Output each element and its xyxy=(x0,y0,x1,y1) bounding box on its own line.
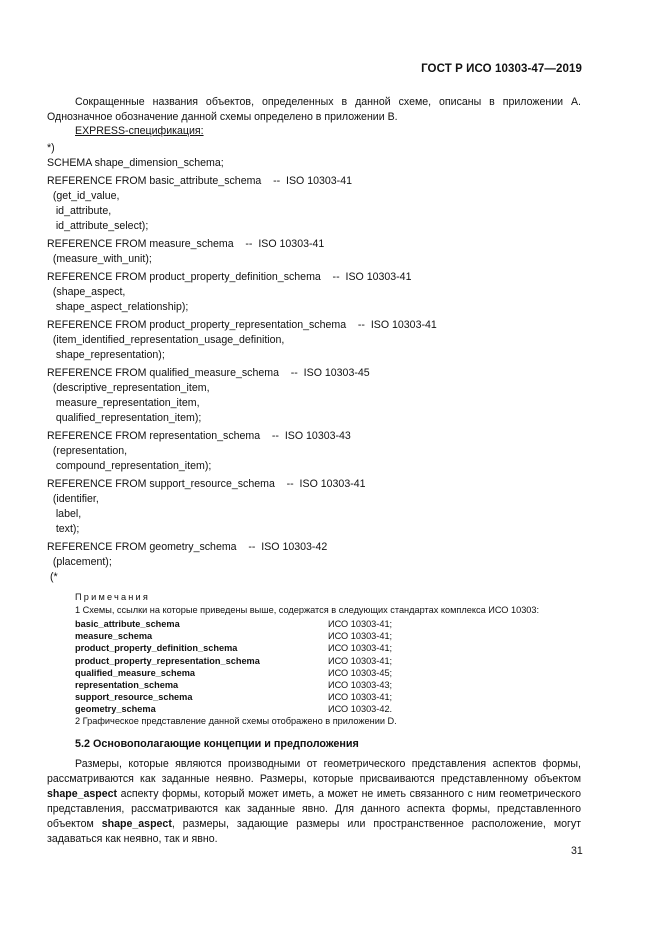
code-line: shape_representation); xyxy=(47,349,165,361)
code-line: label, xyxy=(47,508,82,520)
note-1: 1 Схемы, ссылки на которые приведены выше, содержатся в следующих стандартах комплекса ИСО 10303: xyxy=(75,605,540,615)
section-body xyxy=(47,757,581,847)
code-line: qualified_representation_item); xyxy=(47,412,202,424)
code-line: REFERENCE FROM geometry_schema -- ISO 10303-42 xyxy=(47,541,328,553)
section-paragraph xyxy=(47,757,581,847)
code-line: (measure_with_unit); xyxy=(47,253,152,265)
entity-name-shape-aspect: shape_aspect xyxy=(101,818,172,830)
schema-row xyxy=(75,618,575,630)
schema-standard: ИСО 10303-41; xyxy=(328,643,393,654)
schema-standard: ИСО 10303-41; xyxy=(328,692,393,703)
section-title: 5.2 Основополагающие концепции и предположения xyxy=(75,738,359,750)
schema-row xyxy=(75,679,575,691)
code-line: *) xyxy=(47,142,55,154)
schema-row xyxy=(75,667,575,679)
code-line: (identifier, xyxy=(47,493,99,505)
code-line: compound_representation_item); xyxy=(47,460,212,472)
schema-name: product_property_representation_schema xyxy=(75,655,260,666)
code-line: (* xyxy=(47,571,58,583)
schema-row xyxy=(75,691,575,703)
entity-name-shape-aspect: shape_aspect xyxy=(47,788,118,800)
schema-name: basic_attribute_schema xyxy=(75,619,180,629)
code-line: (item_identified_representation_usage_definition, xyxy=(47,334,285,346)
code-line: REFERENCE FROM measure_schema -- ISO 10303-41 xyxy=(47,238,325,250)
express-code-block xyxy=(47,141,437,585)
code-line: REFERENCE FROM basic_attribute_schema -- ISO 10303-41 xyxy=(47,175,352,187)
code-line: (descriptive_representation_item, xyxy=(47,382,210,394)
code-line: SCHEMA shape_dimension_schema; xyxy=(47,157,224,169)
code-line: id_attribute, xyxy=(47,205,112,217)
code-line: measure_representation_item, xyxy=(47,397,200,409)
schema-standard: ИСО 10303-42. xyxy=(328,704,393,715)
code-line: id_attribute_select); xyxy=(47,220,149,232)
intro-paragraph: Сокращенные названия объектов, определенных в данной схеме, описаны в приложении А. Однозначное обозначение данной схемы определено в приложении В. xyxy=(47,96,581,123)
schema-standard: ИСО 10303-41; xyxy=(328,631,393,642)
schema-row xyxy=(75,703,575,715)
code-line: (shape_aspect, xyxy=(47,286,126,298)
code-line: (placement); xyxy=(47,556,112,568)
schema-row xyxy=(75,655,575,667)
schema-row xyxy=(75,630,575,642)
schema-name: measure_schema xyxy=(75,631,153,642)
schema-name: representation_schema xyxy=(75,679,179,690)
schema-name: product_property_definition_schema xyxy=(75,643,238,654)
code-line: REFERENCE FROM support_resource_schema -- ISO 10303-41 xyxy=(47,478,366,490)
page-header-standard: ГОСТ Р ИСО 10303-47—2019 xyxy=(421,63,582,75)
code-line: (representation, xyxy=(47,445,128,457)
code-line: REFERENCE FROM product_property_representation_schema -- ISO 10303-41 xyxy=(47,319,437,331)
schema-name: geometry_schema xyxy=(75,704,156,715)
body-text-part-1: Размеры, которые являются производными от геометрического представления аспектов формы, рассматриваются как заданные неявно. Размеры, которые присваиваются представленному объектом xyxy=(47,758,581,785)
schema-name: qualified_measure_schema xyxy=(75,667,196,678)
code-line: (get_id_value, xyxy=(47,190,120,202)
page-number: 31 xyxy=(571,845,583,857)
note-2: 2 Графическое представление данной схемы отображено в приложении D. xyxy=(75,716,397,726)
code-line: REFERENCE FROM product_property_definition_schema -- ISO 10303-41 xyxy=(47,271,412,283)
body-text-part-2: аспекту формы, который может иметь, а может не иметь связанного с ним геометрического представления, рассматриваются как заданные явно. Для данного аспекта формы, представленного объектом xyxy=(47,788,581,830)
express-specification-title: EXPRESS-спецификация: xyxy=(75,125,204,137)
intro-paragraph-block xyxy=(47,95,581,125)
schema-row xyxy=(75,642,575,654)
notes-heading: Примечания xyxy=(75,592,151,602)
schema-standard: ИСО 10303-41; xyxy=(328,655,393,666)
code-line: shape_aspect_relationship); xyxy=(47,301,189,313)
schema-standard: ИСО 10303-45; xyxy=(328,667,393,678)
code-line: REFERENCE FROM representation_schema -- ISO 10303-43 xyxy=(47,430,351,442)
code-line: text); xyxy=(47,523,80,535)
schema-name: support_resource_schema xyxy=(75,692,193,703)
code-line: REFERENCE FROM qualified_measure_schema -- ISO 10303-45 xyxy=(47,367,370,379)
schema-standard: ИСО 10303-43; xyxy=(328,679,393,690)
schema-reference-table xyxy=(75,618,575,716)
schema-standard: ИСО 10303-41; xyxy=(328,619,393,629)
body-text-part-3: , размеры, задающие размеры или пространственное расположение, могут задаваться как неявно, так и явно. xyxy=(47,818,582,845)
